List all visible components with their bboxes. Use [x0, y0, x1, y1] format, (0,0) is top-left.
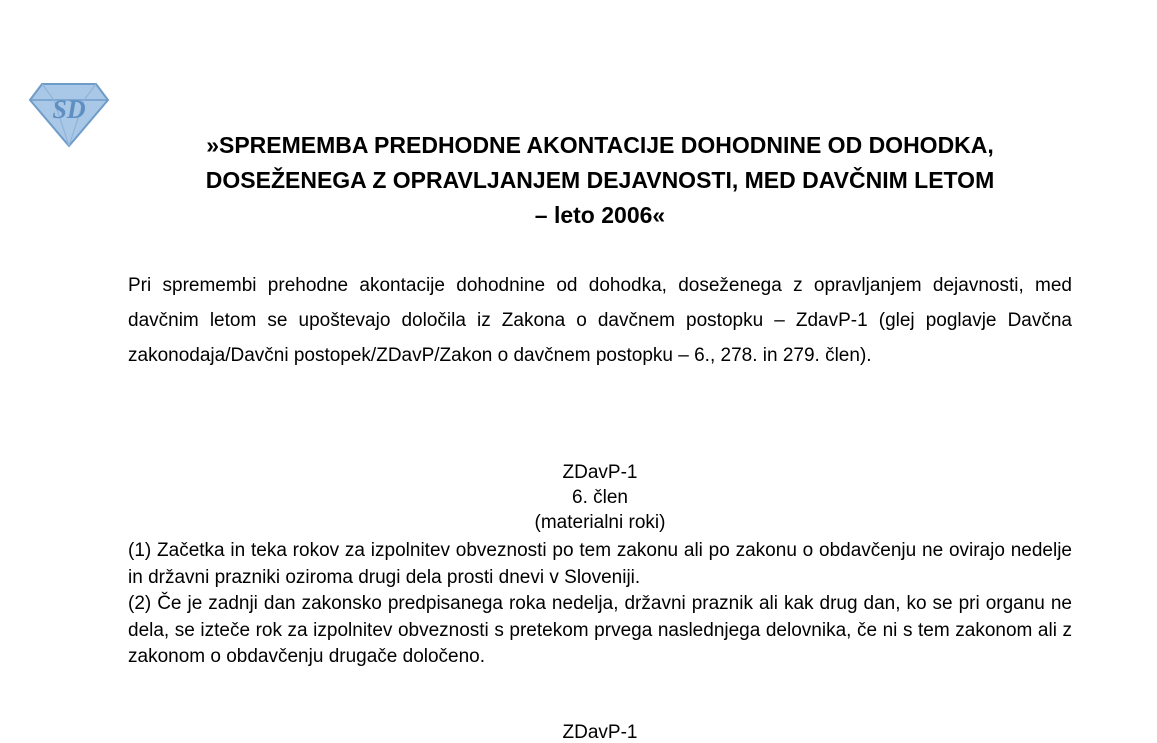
- title-line-3: – leto 2006«: [534, 202, 666, 228]
- article-278-header: [128, 720, 1072, 743]
- article-278-law: ZDavP-1: [562, 722, 638, 743]
- title-line-2: DOSEŽENEGA Z OPRAVLJANJEM DEJAVNOSTI, MED DAVČNIM LETOM: [205, 167, 995, 193]
- article-6-heading: (materialni roki): [534, 512, 666, 533]
- title-line-1: »SPREMEMBA PREDHODNE AKONTACIJE DOHODNINE OD DOHODKA,: [206, 132, 994, 158]
- sd-logo-icon: [28, 78, 110, 148]
- article-6-law: ZDavP-1: [562, 462, 638, 483]
- article-6-paragraph-2: (2) Če je zadnji dan zakonsko predpisanega roka nedelja, državni praznik ali kak drug dan, ko se pri organu ne dela, se izteče rok za izpolnitev obveznosti s pretekom prvega naslednjega delovnika, če ni s tem zakonom ali z zakonom o obdavčenju drugače določeno.: [128, 593, 1072, 667]
- intro-paragraph: Pri spremembi prehodne akontacije dohodnine od dohodka, doseženega z opravljanjem dejavnosti, med davčnim letom se upoštevajo določila iz Zakona o davčnem postopku – ZdavP-1 (glej poglavje Davčna zakonodaja/Davčni postopek/ZDavP/Zakon o davčnem postopku – 6., 278. in 279. člen).: [128, 275, 1072, 366]
- article-6-paragraph-1: (1) Začetka in teka rokov za izpolnitev obveznosti po tem zakonu ali po zakonu o obdavčenju ne ovirajo nedelje in državni prazniki oziroma drugi dela prosti dnevi v Sloveniji.: [128, 540, 1072, 588]
- document-title: [110, 128, 1090, 233]
- article-6-body: [128, 538, 1072, 671]
- logo-letters: SD: [52, 95, 86, 124]
- article-6-number: 6. člen: [572, 487, 628, 508]
- article-6-header: [128, 460, 1072, 535]
